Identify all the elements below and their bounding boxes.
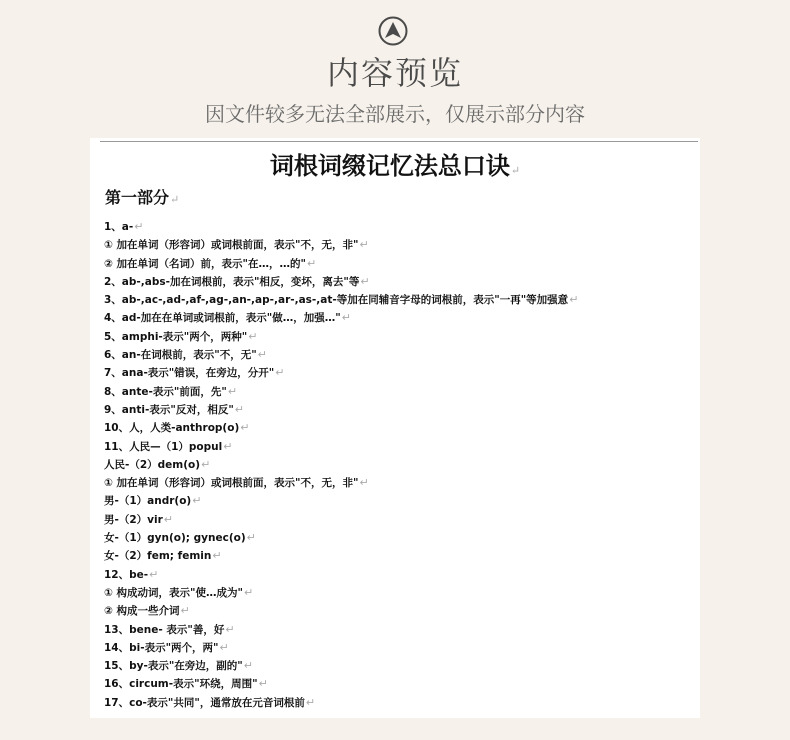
paragraph-mark-icon: ↵: [248, 329, 258, 343]
line-text: 男-（2）vir: [104, 513, 163, 526]
document-line: [104, 602, 578, 620]
line-text: 3、ab-,ac-,ad-,af-,ag-,an-,ap-,ar-,as-,at-等加在同辅音字母的词根前，表示"一再"等加强意: [104, 294, 569, 307]
document-line: [104, 438, 578, 456]
line-text: 13、bene- 表示"善，好: [104, 623, 225, 636]
line-text: ② 加在单词（名词）前，表示"在…，…的": [104, 257, 306, 270]
line-text: 9、anti-表示"反对，相反": [104, 403, 234, 416]
line-text: 女-（1）gyn(o); gynec(o): [104, 532, 246, 545]
line-text: 2、ab-,abs-加在词根前，表示"相反，变坏，离去"等: [104, 275, 360, 288]
line-text: ② 构成一些介词: [104, 605, 180, 618]
paragraph-mark-icon: ↵: [359, 238, 369, 252]
line-text: 男-（1）andr(o): [104, 495, 192, 508]
paragraph-mark-icon: ↵: [219, 640, 229, 654]
paragraph-mark-icon: ↵: [510, 164, 521, 177]
paragraph-mark-icon: ↵: [243, 659, 253, 673]
paragraph-mark-icon: ↵: [341, 311, 351, 325]
paragraph-mark-icon: ↵: [240, 421, 250, 435]
paragraph-mark-icon: ↵: [134, 220, 144, 233]
document-line: [104, 309, 578, 327]
line-text: 16、circum-表示"环绕，周围": [104, 678, 258, 691]
line-text: 12、be-: [104, 568, 149, 581]
line-text: 4、ad-加在在单词或词根前，表示"做…，加强…": [104, 312, 341, 325]
document-line: [104, 401, 578, 419]
document-line: [104, 255, 578, 273]
preview-header: [0, 0, 790, 138]
document-line: [104, 529, 578, 547]
document-line: [104, 218, 578, 236]
line-text: 1、a-: [104, 221, 134, 233]
document-line: [104, 346, 578, 364]
paragraph-mark-icon: ↵: [149, 567, 159, 581]
document-line: [104, 621, 578, 639]
line-text: ① 加在单词（形容词）或词根前面，表示"不，无，非": [104, 239, 359, 252]
line-text: 11、人民—（1）popul: [104, 440, 223, 453]
arrow-up-circle-icon: [378, 16, 408, 46]
document-line: [104, 657, 578, 675]
line-text: 15、by-表示"在旁边，副的": [104, 660, 243, 673]
paragraph-mark-icon: ↵: [192, 494, 202, 508]
document-line: [104, 474, 578, 492]
paragraph-mark-icon: ↵: [359, 476, 369, 490]
paragraph-mark-icon: ↵: [227, 384, 238, 398]
document-line: [104, 694, 578, 712]
page-top-rule: [100, 141, 698, 142]
document-page: [90, 138, 700, 718]
paragraph-mark-icon: ↵: [305, 695, 316, 709]
paragraph-mark-icon: ↵: [246, 531, 256, 545]
paragraph-mark-icon: ↵: [275, 366, 285, 380]
paragraph-mark-icon: ↵: [569, 293, 579, 307]
line-text: 女-（2）fem; femin: [104, 550, 212, 563]
line-text: 5、amphi-表示"两个，两种": [104, 330, 248, 343]
document-line: [104, 328, 578, 346]
document-lines: [104, 218, 578, 712]
paragraph-mark-icon: ↵: [307, 256, 317, 270]
document-line: [104, 492, 578, 510]
line-text: 7、ana-表示"错误，在旁边，分开": [104, 367, 275, 380]
document-title: 词根词缀记忆法总口诀↵: [269, 151, 521, 180]
document-line: [104, 511, 578, 529]
document-line: [104, 675, 578, 693]
paragraph-mark-icon: ↵: [258, 677, 268, 691]
document-line: [104, 584, 578, 602]
document-line: [104, 273, 578, 291]
document-line: [104, 419, 578, 437]
paragraph-mark-icon: ↵: [163, 512, 174, 526]
document-line: [104, 639, 578, 657]
line-text: 17、co-表示"共同"，通常放在元音词根前: [104, 696, 305, 709]
line-text: ① 加在单词（形容词）或词根前面，表示"不，无，非": [104, 477, 359, 490]
document-line: [104, 456, 578, 474]
line-text: ① 构成动词，表示"使…成为": [104, 586, 243, 599]
document-line: [104, 566, 578, 584]
document-line: [104, 291, 578, 309]
paragraph-mark-icon: ↵: [257, 348, 267, 362]
line-text: 6、an-在词根前，表示"不，无": [104, 349, 257, 362]
paragraph-mark-icon: ↵: [180, 604, 190, 618]
paragraph-mark-icon: ↵: [234, 402, 245, 416]
paragraph-mark-icon: ↵: [170, 193, 180, 206]
paragraph-mark-icon: ↵: [223, 439, 233, 453]
paragraph-mark-icon: ↵: [225, 622, 235, 636]
line-text: 8、ante-表示"前面，先": [104, 385, 227, 398]
paragraph-mark-icon: ↵: [244, 585, 254, 599]
line-text: 14、bi-表示"两个，两": [104, 641, 219, 654]
document-line: [104, 547, 578, 565]
document-line: [104, 383, 578, 401]
paragraph-mark-icon: ↵: [212, 549, 222, 563]
document-line: [104, 236, 578, 254]
paragraph-mark-icon: ↵: [360, 274, 370, 288]
page-subtitle: 因文件较多无法全部展示，仅展示部分内容: [205, 102, 585, 126]
paragraph-mark-icon: ↵: [201, 457, 211, 471]
section-heading: 第一部分↵: [105, 188, 180, 207]
line-text: 人民-（2）dem(o): [104, 458, 201, 471]
page-title: 内容预览: [326, 54, 463, 92]
line-text: 10、人，人类-anthrop(o): [104, 422, 240, 435]
document-line: [104, 364, 578, 382]
